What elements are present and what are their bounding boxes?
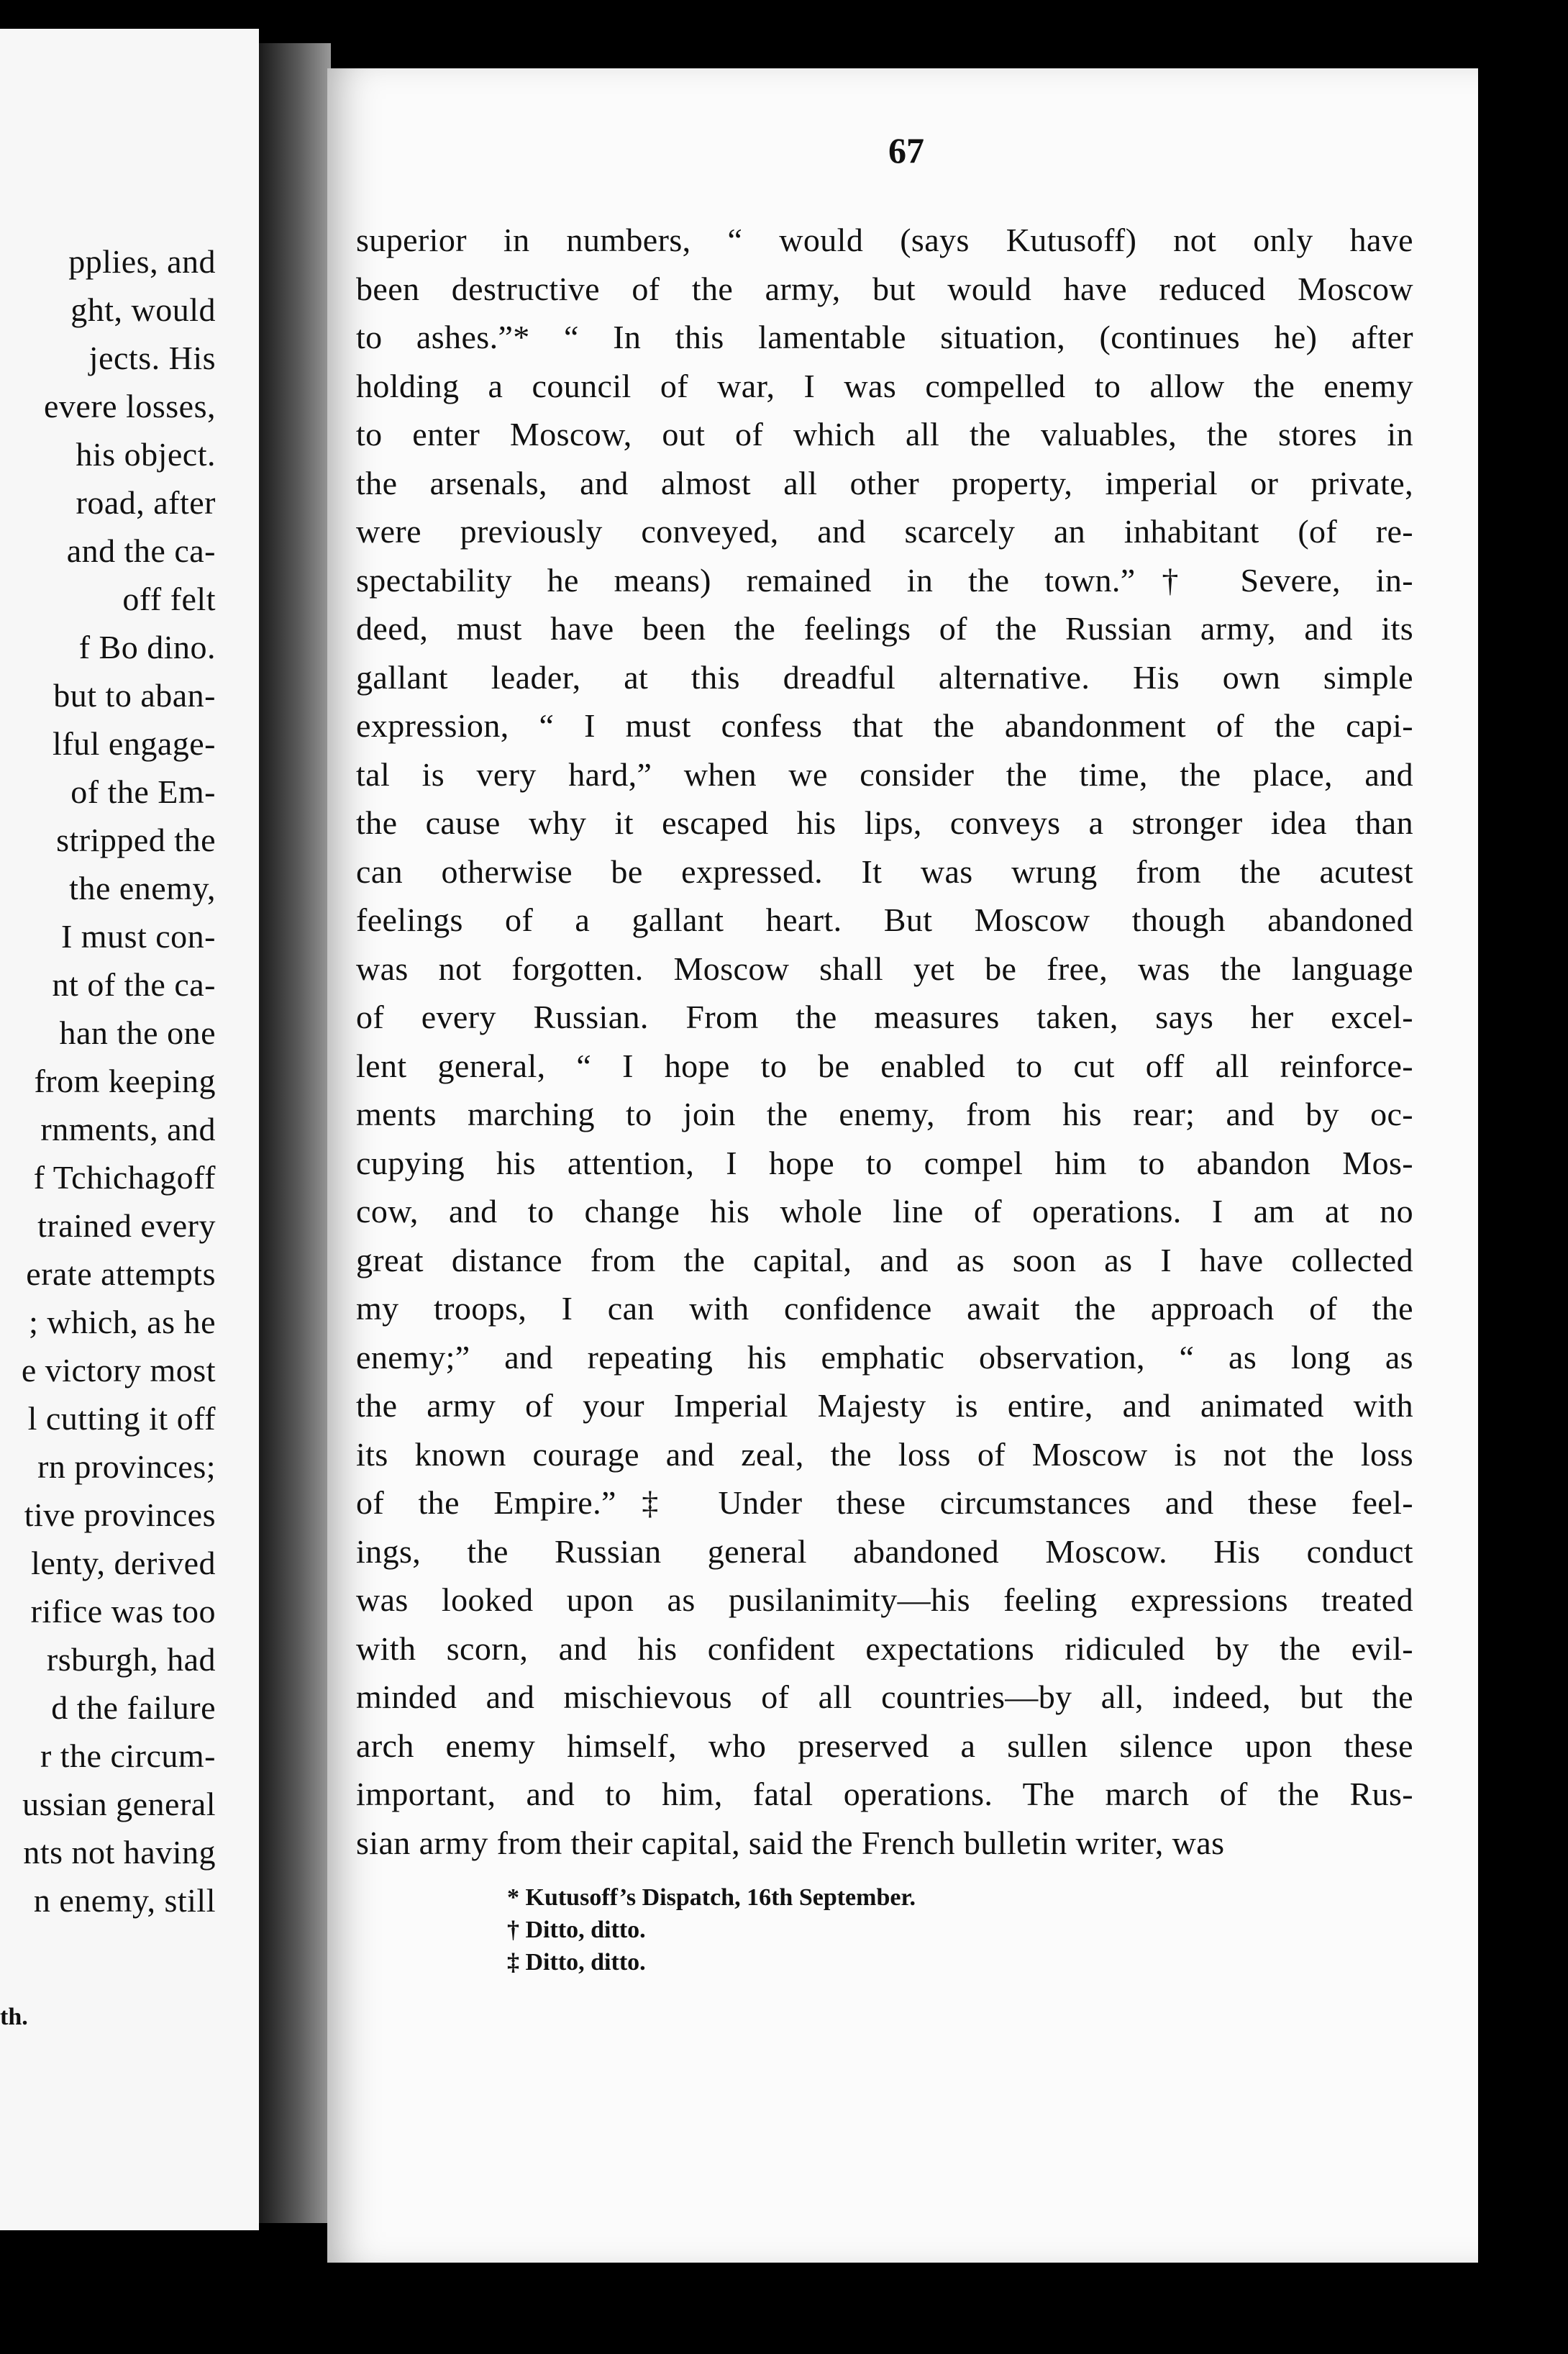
text-line: expression, “ I must confess that the abandonment of the capi- (356, 707, 1413, 744)
left-page-text (0, 237, 216, 1924)
text-line: sian army from their capital, said the French bulletin writer, was (356, 1824, 1225, 1861)
footnote: * Kutusoff’s Dispatch, 16th September. (507, 1884, 916, 1911)
body-text (356, 216, 1413, 1867)
text-line: minded and mischievous of all countries—by all, indeed, but the (356, 1678, 1413, 1715)
left-page-line: ght, would (70, 291, 216, 328)
text-line: cow, and to change his whole line of operations. I am at no (356, 1193, 1413, 1230)
left-page-line: l cutting it off (27, 1400, 216, 1437)
left-page-line: e victory most (21, 1352, 216, 1389)
left-page-line: d the failure (51, 1689, 216, 1726)
text-line: was not forgotten. Moscow shall yet be free, was the language (356, 950, 1413, 987)
footnote: ‡ Ditto, ditto. (507, 1949, 646, 1976)
text-line: to ashes.”* “ In this lamentable situation, (continues he) after (356, 319, 1413, 355)
left-page-line: of the Em- (70, 773, 216, 810)
text-line: feelings of a gallant heart. But Moscow though abandoned (356, 901, 1413, 938)
text-line: ings, the Russian general abandoned Moscow. His conduct (356, 1532, 1413, 1570)
left-page-line: ; which, as he (29, 1304, 216, 1340)
text-line: the army of your Imperial Majesty is entire, and animated with (356, 1387, 1413, 1424)
left-page-line: nts not having (23, 1834, 216, 1871)
left-page-line: han the one (59, 1014, 216, 1051)
text-line: great distance from the capital, and as soon as I have collected (356, 1241, 1413, 1278)
left-page-line: road, after (76, 484, 216, 521)
text-line: been destructive of the army, but would have reduced Moscow (356, 270, 1413, 307)
left-page-line: n enemy, still (33, 1882, 216, 1919)
left-page-line: evere losses, (44, 388, 216, 424)
left-page-line: lful engage- (53, 725, 216, 762)
text-line: with scorn, and his confident expectations ridiculed by the evil- (356, 1630, 1413, 1667)
left-page-line: erate attempts (26, 1255, 216, 1292)
text-line: tal is very hard,” when we consider the time, the place, and (356, 755, 1413, 793)
footnotes (507, 1881, 916, 1978)
text-line: arch enemy himself, who preserved a sullen silence upon these (356, 1727, 1413, 1764)
text-line: deed, must have been the feelings of the Russian army, and its (356, 610, 1413, 647)
left-page-line: stripped the (56, 822, 216, 858)
left-page-line: nt of the ca- (52, 966, 216, 1003)
left-page-line: lenty, derived (31, 1545, 216, 1581)
left-page-line: rifice was too (30, 1593, 216, 1630)
left-page-line: f Tchichagoff (33, 1159, 216, 1196)
text-line: were previously conveyed, and scarcely an inhabitant (of re- (356, 513, 1413, 550)
left-page-line: his object. (76, 436, 216, 473)
text-line: my troops, I can with confidence await the approach of the (356, 1290, 1413, 1327)
left-page-line: the enemy, (69, 870, 216, 906)
main-page (327, 68, 1478, 2263)
text-line: its known courage and zeal, the loss of Moscow is not the loss (356, 1435, 1413, 1473)
text-line: spectability he means) remained in the town.”† Severe, in- (356, 561, 1413, 599)
text-line: of every Russian. From the measures taken, says her excel- (356, 999, 1413, 1035)
text-line: gallant leader, at this dreadful alternative. His own simple (356, 658, 1413, 696)
left-page-line: but to aban- (53, 677, 216, 714)
text-line: enemy;” and repeating his emphatic observation, “ as long as (356, 1338, 1413, 1376)
left-page-line: ussian general (22, 1786, 216, 1822)
text-line: superior in numbers, “ would (says Kutusoff) not only have (356, 222, 1413, 258)
left-page-line: from keeping (34, 1063, 216, 1099)
left-page-line: r the circum- (40, 1737, 216, 1774)
text-line: the cause why it escaped his lips, conveys a stronger idea than (356, 804, 1413, 841)
left-page-line: rn provinces; (37, 1448, 216, 1485)
left-page-line: f Bo dino. (78, 629, 216, 665)
text-line: to enter Moscow, out of which all the valuables, the stores in (356, 416, 1413, 453)
text-line: holding a council of war, I was compelled to allow the enemy (356, 367, 1413, 404)
left-page-line: I must con- (60, 918, 216, 955)
left-page-line: off felt (122, 581, 216, 617)
footnote: † Ditto, ditto. (507, 1917, 646, 1943)
left-page-line: rnments, and (40, 1111, 216, 1148)
left-page-line: jects. His (88, 340, 216, 376)
left-page-line: pplies, and (68, 243, 216, 280)
left-facing-page (0, 29, 259, 2230)
left-page-line: tive provinces (24, 1496, 216, 1533)
text-line: cupying his attention, I hope to compel him to abandon Mos- (356, 1144, 1413, 1181)
text-line: can otherwise be expressed. It was wrung from the acutest (356, 853, 1413, 890)
text-line: important, and to him, fatal operations. The march of the Rus- (356, 1776, 1413, 1812)
page-number: 67 (888, 130, 924, 171)
left-page-line: and the ca- (66, 532, 216, 569)
text-line: the arsenals, and almost all other property, imperial or private, (356, 464, 1413, 501)
text-line: was looked upon as pusilanimity—his feeling expressions treated (356, 1581, 1413, 1618)
left-page-line: trained every (37, 1207, 216, 1244)
text-line: lent general, “ I hope to be enabled to cut off all reinforce- (356, 1047, 1413, 1084)
text-line: ments marching to join the enemy, from his rear; and by oc- (356, 1096, 1413, 1132)
book-gutter (259, 43, 331, 2223)
left-page-line: rsburgh, had (46, 1641, 216, 1678)
left-page-footer-fragment: th. (0, 2004, 28, 2030)
text-line: of the Empire.”‡ Under these circumstances and these feel- (356, 1484, 1413, 1521)
